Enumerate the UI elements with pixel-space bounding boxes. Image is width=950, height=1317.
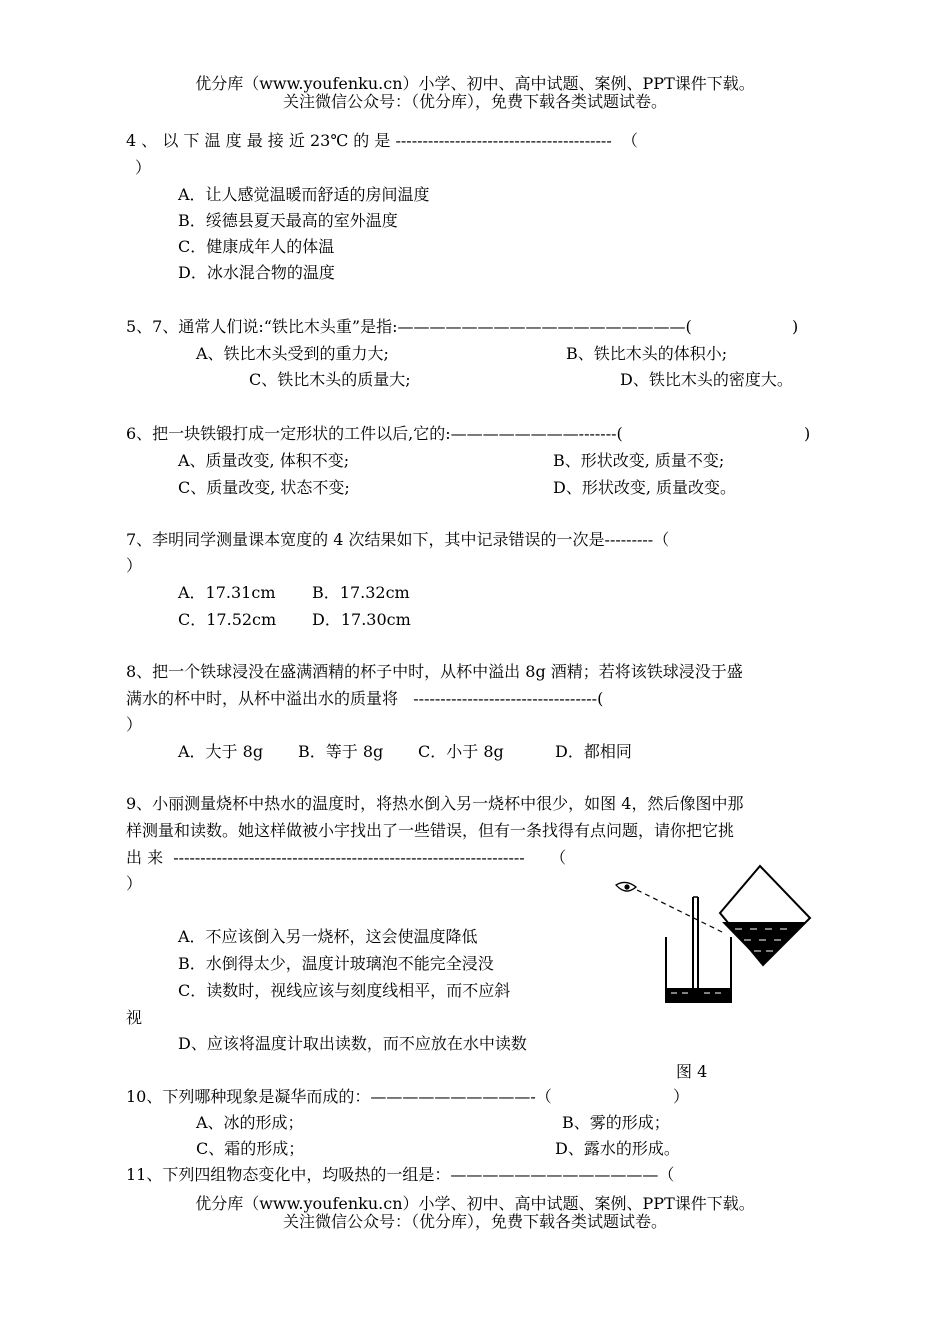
q9-stem-line-2: 样测量和读数。她这样做被小宇找出了一些错误，但有一条找得有点问题，请你把它挑	[126, 821, 735, 840]
q9-option-a: A．不应该倒入另一烧杯，这会使温度降低	[178, 927, 478, 946]
q5-option-c: C、铁比木头的质量大;	[249, 370, 411, 389]
q9-option-c: C．读数时，视线应该与刻度线相平，而不应斜	[178, 981, 511, 1000]
q10-stem: 10、下列哪种现象是凝华而成的：——————————-（	[126, 1087, 552, 1106]
q6-option-d: D、形状改变, 质量改变。	[553, 478, 737, 497]
figure-4-caption: 图 4	[676, 1062, 708, 1081]
eye-icon	[616, 882, 636, 891]
q10-option-a: A、冰的形成；	[196, 1113, 304, 1132]
q8-option-c: C．小于 8g	[418, 742, 504, 761]
q9-stem-line-1: 9、小丽测量烧杯中热水的温度时，将热水倒入另一烧杯中很少，如图 4，然后像图中那	[126, 794, 744, 813]
thermometer	[693, 897, 698, 1000]
beaker-right-tilted	[720, 866, 810, 965]
q5-option-a: A、铁比木头受到的重力大;	[196, 344, 389, 363]
q9-option-b: B．水倒得太少，温度计玻璃泡不能完全浸没	[178, 954, 494, 973]
q4-stem-cont: ）	[135, 158, 152, 177]
q9-option-d: D、应该将温度计取出读数，而不应放在水中读数	[178, 1034, 527, 1053]
q5-stem: 5、7、通常人们说:“铁比木头重”是指:——————————————————(	[126, 317, 692, 336]
q8-stem-line-2: 满水的杯中时，从杯中溢出水的质量将 ----------------------------------(	[126, 689, 604, 708]
q7-option-c: C．17.52cm	[178, 610, 277, 629]
q6-option-b: B、形状改变, 质量不变;	[553, 451, 725, 470]
q4-stem: 4 、 以 下 温 度 最 接 近 23℃ 的 是 ---------------------------------------- （	[126, 131, 638, 150]
q5-paren-close: )	[792, 317, 799, 336]
q4-option-a: A．让人感觉温暖而舒适的房间温度	[178, 185, 430, 204]
q9-option-c-wrap: 视	[126, 1008, 143, 1027]
q10-option-c: C、霜的形成；	[196, 1139, 305, 1158]
footer-line-2: 关注微信公众号：（优分库），免费下载各类试题试卷。	[282, 1212, 667, 1231]
sight-line	[637, 890, 722, 932]
q8-option-b: B．等于 8g	[298, 742, 384, 761]
q6-option-a: A、质量改变, 体积不变;	[178, 451, 350, 470]
q10-option-d: D、露水的形成。	[555, 1139, 680, 1158]
q6-paren-close: )	[804, 424, 811, 443]
q9-stem-line-3: 出 来 ----------------------------------------------------------------- （	[126, 848, 567, 867]
q10-option-b: B、雾的形成；	[562, 1113, 670, 1132]
footer-line-1: 优分库（www.youfenku.cn）小学、初中、高中试题、案例、PPT课件下载。	[195, 1194, 755, 1213]
q5-option-b: B、铁比木头的体积小;	[566, 344, 728, 363]
q4-option-b: B．绥德县夏天最高的室外温度	[178, 211, 398, 230]
q9-stem-cont: ）	[126, 874, 143, 893]
q10-paren-close: ）	[673, 1087, 690, 1106]
q7-stem: 7、李明同学测量课本宽度的 4 次结果如下，其中记录错误的一次是---------（	[126, 530, 670, 549]
q7-option-a: A．17.31cm	[178, 583, 276, 602]
q4-option-d: D．冰水混合物的温度	[178, 263, 335, 282]
q7-option-d: D．17.30cm	[312, 610, 411, 629]
q11-stem: 11、下列四组物态变化中，均吸热的一组是：—————————————（	[126, 1165, 675, 1184]
q5-option-d: D、铁比木头的密度大。	[620, 370, 793, 389]
q8-option-a: A．大于 8g	[178, 742, 264, 761]
q8-stem-cont: ）	[126, 715, 143, 734]
q4-option-c: C．健康成年人的体温	[178, 237, 335, 256]
header-line-2: 关注微信公众号：（优分库），免费下载各类试题试卷。	[282, 92, 667, 111]
q8-option-d: D．都相同	[555, 742, 632, 761]
q6-stem: 6、把一块铁锻打成一定形状的工件以后,它的:————————-------(	[126, 424, 623, 443]
q6-option-c: C、质量改变, 状态不变;	[178, 478, 350, 497]
header-line-1: 优分库（www.youfenku.cn）小学、初中、高中试题、案例、PPT课件下载。	[195, 74, 755, 93]
q7-option-b: B．17.32cm	[312, 583, 410, 602]
q7-stem-cont: ）	[126, 556, 143, 575]
q8-stem-line-1: 8、把一个铁球浸没在盛满酒精的杯子中时，从杯中溢出 8g 酒精；若将该铁球浸没于盛	[126, 662, 743, 681]
